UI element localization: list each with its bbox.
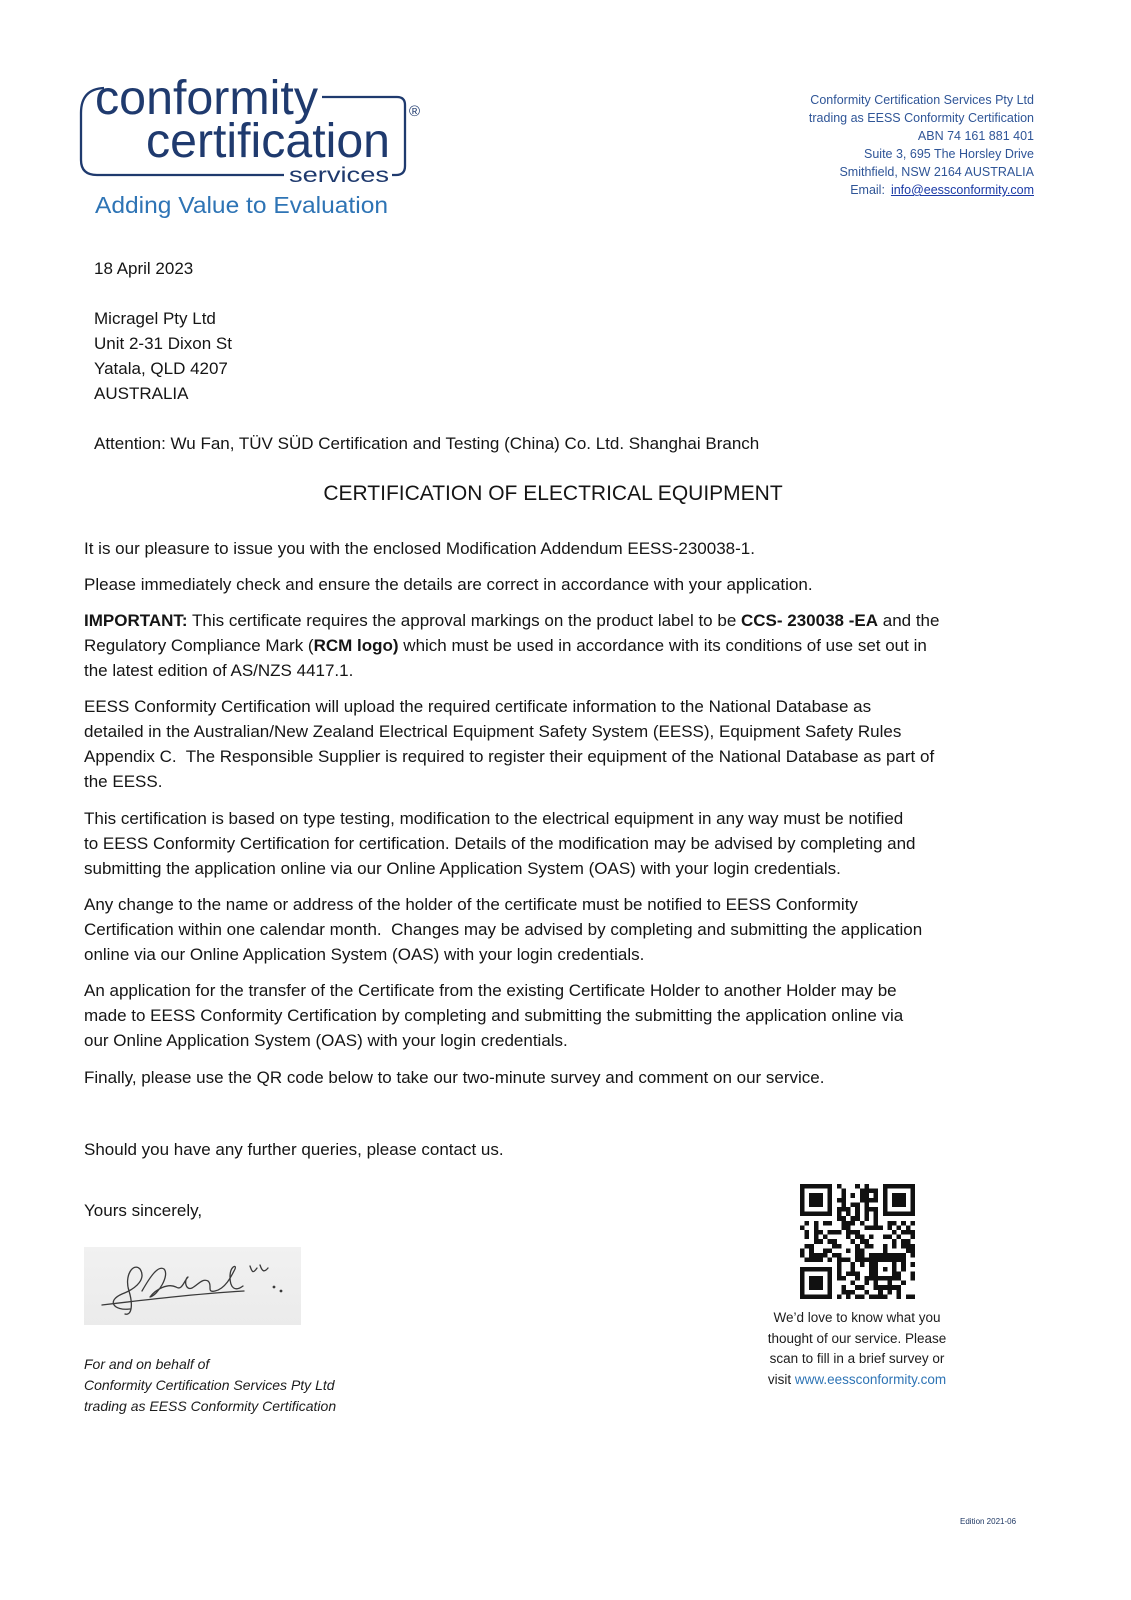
logo-word-conformity: conformity bbox=[95, 72, 318, 125]
edition-footer: Edition 2021-06 bbox=[960, 1517, 1017, 1526]
recipient-line: AUSTRALIA bbox=[94, 383, 189, 403]
signatory-line: For and on behalf of bbox=[84, 1355, 210, 1372]
company-abn: ABN 74 161 881 401 bbox=[917, 129, 1034, 143]
recipient-address bbox=[94, 306, 232, 406]
logo-word-certification: certification bbox=[146, 115, 390, 168]
survey-caption bbox=[737, 1308, 977, 1390]
paragraph-line: Certification within one calendar month. Changes may be advised by completing and submitting the application bbox=[84, 919, 923, 939]
document-title: CERTIFICATION OF ELECTRICAL EQUIPMENT bbox=[323, 482, 783, 505]
text-segment: Regulatory Compliance Mark ( bbox=[84, 636, 314, 656]
paragraph-type-testing bbox=[84, 806, 939, 881]
paragraph-line: the latest edition of AS/NZS 4417.1. bbox=[84, 661, 354, 681]
paragraph-line: our Online Application System (OAS) with your login credentials. bbox=[84, 1031, 568, 1051]
survey-qr-code bbox=[800, 1184, 915, 1299]
logo-tagline: Adding Value to Evaluation bbox=[95, 192, 388, 218]
letter-body bbox=[84, 536, 939, 1101]
paragraph-line: detailed in the Australian/New Zealand Electrical Equipment Safety System (EESS), Equipment Safety Rules bbox=[84, 722, 902, 742]
paragraph-check bbox=[84, 572, 939, 597]
website-link[interactable]: www.eessconformity.com bbox=[794, 1371, 947, 1387]
survey-line: We’d love to know what you bbox=[773, 1310, 941, 1325]
company-name: Conformity Certification Services Pty Ltd bbox=[810, 93, 1034, 107]
closing-sincerely: Yours sincerely, bbox=[84, 1200, 203, 1220]
letter-date: 18 April 2023 bbox=[94, 258, 194, 278]
rcm-logo-text: RCM logo) bbox=[313, 636, 399, 656]
paragraph-line: This certification is based on type testing, modification to the electrical equipment in any way must be notified bbox=[84, 808, 904, 828]
text-segment: and the bbox=[878, 611, 940, 631]
company-city: Smithfield, NSW 2164 AUSTRALIA bbox=[839, 165, 1034, 179]
registered-mark: ® bbox=[409, 103, 421, 120]
paragraph-important bbox=[84, 608, 939, 683]
important-label: IMPORTANT: bbox=[84, 611, 188, 631]
approval-marking: CCS- 230038 -EA bbox=[741, 611, 879, 631]
paragraph-line: to EESS Conformity Certification for certification. Details of the modification may be advised by completing and bbox=[84, 833, 916, 853]
signatory-line: trading as EESS Conformity Certification bbox=[84, 1397, 337, 1414]
paragraph-line bbox=[84, 633, 939, 658]
survey-line: thought of our service. Please bbox=[767, 1330, 947, 1346]
paragraph-issue bbox=[84, 536, 939, 561]
logo-word-services: services bbox=[289, 164, 389, 187]
paragraph-line: It is our pleasure to issue you with the enclosed Modification Addendum EESS-230038-1. bbox=[84, 538, 755, 558]
text-segment: This certificate requires the approval markings on the product label to be bbox=[187, 611, 741, 631]
company-email-row bbox=[809, 181, 1034, 199]
recipient-line: Yatala, QLD 4207 bbox=[94, 358, 228, 378]
paragraph-line: EESS Conformity Certification will upload the required certificate information to the National Database as bbox=[84, 697, 872, 717]
paragraph-line bbox=[84, 608, 939, 633]
attention-line: Attention: Wu Fan, TÜV SÜD Certification and Testing (China) Co. Ltd. Shanghai Branch bbox=[94, 433, 760, 453]
recipient-line: Micragel Pty Ltd bbox=[94, 308, 216, 328]
company-street: Suite 3, 695 The Horsley Drive bbox=[864, 147, 1034, 161]
paragraph-line: Appendix C. The Responsible Supplier is required to register their equipment of the National Database as part of bbox=[84, 747, 935, 767]
signatory-block bbox=[84, 1354, 336, 1417]
paragraph-line: submitting the application online via our Online Application System (OAS) with your login credentials. bbox=[84, 858, 841, 878]
company-address-block bbox=[809, 91, 1034, 199]
paragraph-national-database bbox=[84, 694, 939, 794]
signature-drawing bbox=[84, 1247, 301, 1325]
paragraph-line: Finally, please use the QR code below to take our two-minute survey and comment on our service. bbox=[84, 1067, 825, 1087]
paragraph-line: the EESS. bbox=[84, 772, 163, 792]
paragraph-line: made to EESS Conformity Certification by completing and submitting the submitting the application online via bbox=[84, 1006, 904, 1026]
paragraph-name-change bbox=[84, 892, 939, 967]
paragraph-line: An application for the transfer of the Certificate from the existing Certificate Holder to another Holder may be bbox=[84, 981, 897, 1001]
signature-image bbox=[84, 1247, 301, 1325]
company-logo bbox=[0, 0, 450, 230]
paragraph-line: Please immediately check and ensure the details are correct in accordance with your application. bbox=[84, 574, 813, 594]
visit-prefix: visit bbox=[767, 1371, 795, 1387]
email-link[interactable]: info@eessconformity.com bbox=[890, 183, 1034, 197]
paragraph-line: Any change to the name or address of the holder of the certificate must be notified to EESS Conformity bbox=[84, 894, 858, 914]
signatory-line: Conformity Certification Services Pty Ltd bbox=[84, 1376, 335, 1393]
recipient-line: Unit 2-31 Dixon St bbox=[94, 333, 232, 353]
company-trading-name: trading as EESS Conformity Certification bbox=[808, 111, 1034, 125]
email-label: Email: bbox=[850, 183, 885, 197]
paragraph-transfer bbox=[84, 978, 939, 1053]
text-segment: which must be used in accordance with its conditions of use set out in bbox=[398, 636, 927, 656]
survey-line bbox=[737, 1370, 977, 1391]
survey-line: scan to fill in a brief survey or bbox=[769, 1351, 945, 1366]
paragraph-survey bbox=[84, 1065, 939, 1090]
closing-queries: Should you have any further queries, please contact us. bbox=[84, 1139, 504, 1159]
paragraph-line: online via our Online Application System (OAS) with your login credentials. bbox=[84, 944, 645, 964]
